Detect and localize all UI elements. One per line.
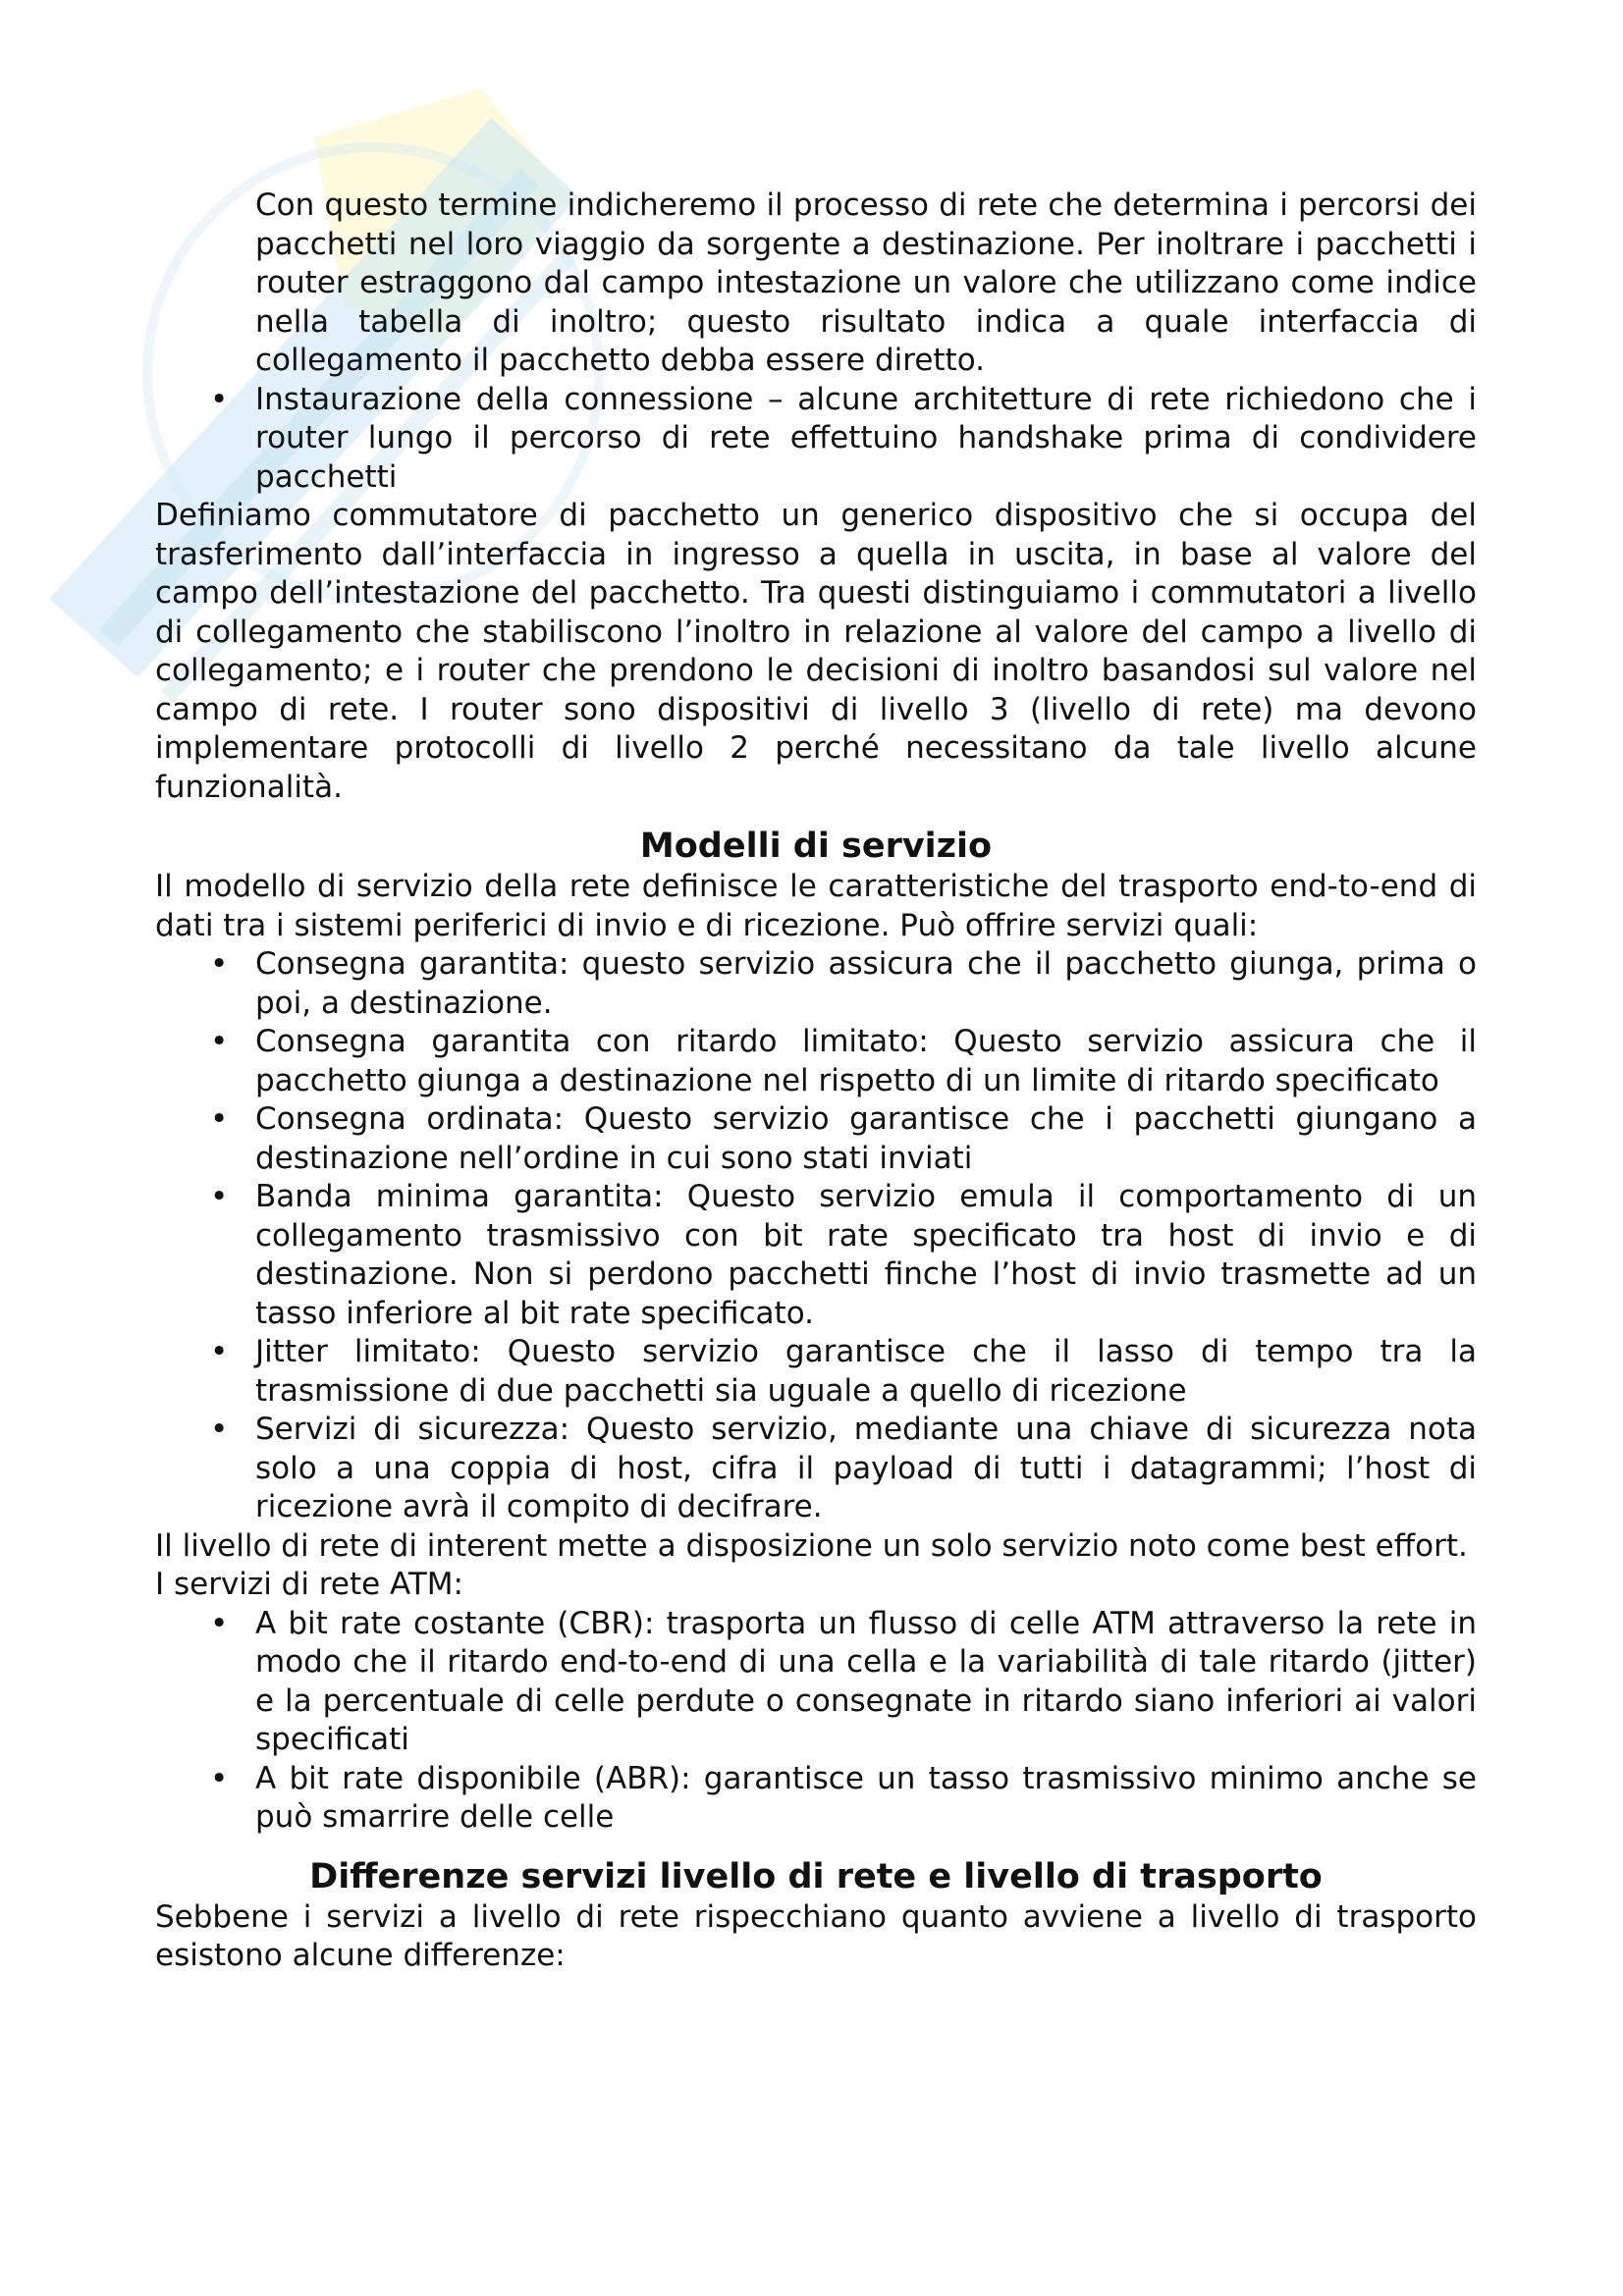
best-effort-paragraph: Il livello di rete di interent mette a disposizione un solo servizio noto come best effort. xyxy=(155,1527,1468,1564)
document-page xyxy=(155,187,1477,1976)
list-item: • Jitter limitato: Questo servizio garantisce che il lasso di tempo tra la trasmissione di due pacchetti sia uguale a quello di ricezione xyxy=(255,1333,1477,1411)
connection-bullet-list xyxy=(155,381,1477,498)
routing-paragraph: Con questo termine indicheremo il processo di rete che determina i percorsi dei pacchetti nel loro viaggio da sorgente a destinazione. Per inoltrare i pacchetti i router estraggono dal campo intestazione un valore che utilizzano come indice nella tabella di inoltro; questo risultato indica a quale interfaccia di collegamento il pacchetto debba essere diretto. xyxy=(255,187,1477,378)
list-item: • A bit rate disponibile (ABR): garantisce un tasso trasmissivo minimo anche se può smarrire delle celle xyxy=(255,1760,1477,1838)
atm-intro: I servizi di rete ATM: xyxy=(155,1567,463,1602)
list-item: • Consegna ordinata: Questo servizio garantisce che i pacchetti giungano a destinazione nell’ordine in cui sono stati inviati xyxy=(255,1100,1477,1178)
section-heading-differences: Differenze servizi livello di rete e livello di trasporto xyxy=(309,1856,1323,1896)
list-item: • Consegna garantita: questo servizio assicura che il pacchetto giunga, prima o poi, a destinazione. xyxy=(255,945,1477,1023)
service-list xyxy=(155,945,1477,1527)
list-item: • Banda minima garantita: Questo servizio emula il comportamento di un collegamento trasmissivo con bit rate specificato tra host di invio e di destinazione. Non si perdono pacchetti finche l’host di invio trasmette ad un tasso inferiore al bit rate specificato. xyxy=(255,1178,1477,1333)
list-item: • A bit rate costante (CBR): trasporta un flusso di celle ATM attraverso la rete in modo che il ritardo end-to-end di una cella e la variabilità di tale ritardo (jitter) e la percentuale di celle perdute o consegnate in ritardo siano inferiori ai valori specificati xyxy=(255,1605,1477,1760)
service-models-intro: Il modello di servizio della rete definisce le caratteristiche del trasporto end-to-end di dati tra i sistemi periferici di invio e di ricezione. Può offrire servizi quali: xyxy=(155,869,1477,943)
switch-paragraph: Definiamo commutatore di pacchetto un generico dispositivo che si occupa del trasferimento dall’interfaccia in ingresso a quella in uscita, in base al valore del campo dell’intestazione del pacchetto. Tra questi distinguiamo i commutatori a livello di collegamento che stabiliscono l’inoltro in relazione al valore del campo a livello di collegamento; e i router che prendono le decisioni di inoltro basandosi sul valore nel campo di rete. I router sono dispositivi di livello 3 (livello di rete) ma devono implementare protocolli di livello 2 perché necessitano da tale livello alcune funzionalità. xyxy=(155,498,1477,805)
list-item: • Servizi di sicurezza: Questo servizio, mediante una chiave di sicurezza nota solo a una coppia di host, cifra il payload di tutti i datagrammi; l’host di ricezione avrà il compito di decifrare. xyxy=(255,1411,1477,1527)
differences-intro: Sebbene i servizi a livello di rete rispecchiano quanto avviene a livello di trasporto esistono alcune differenze: xyxy=(155,1898,1477,1973)
list-item: • Instaurazione della connessione – alcune architetture di rete richiedono che i router lungo il percorso di rete effettuino handshake prima di condividere pacchetti xyxy=(255,381,1477,498)
section-heading-service-models: Modelli di servizio xyxy=(639,827,993,866)
list-item: • Consegna garantita con ritardo limitato: Questo servizio assicura che il pacchetto giunga a destinazione nel rispetto di un limite di ritardo specificato xyxy=(255,1023,1477,1100)
atm-service-list xyxy=(155,1605,1477,1838)
